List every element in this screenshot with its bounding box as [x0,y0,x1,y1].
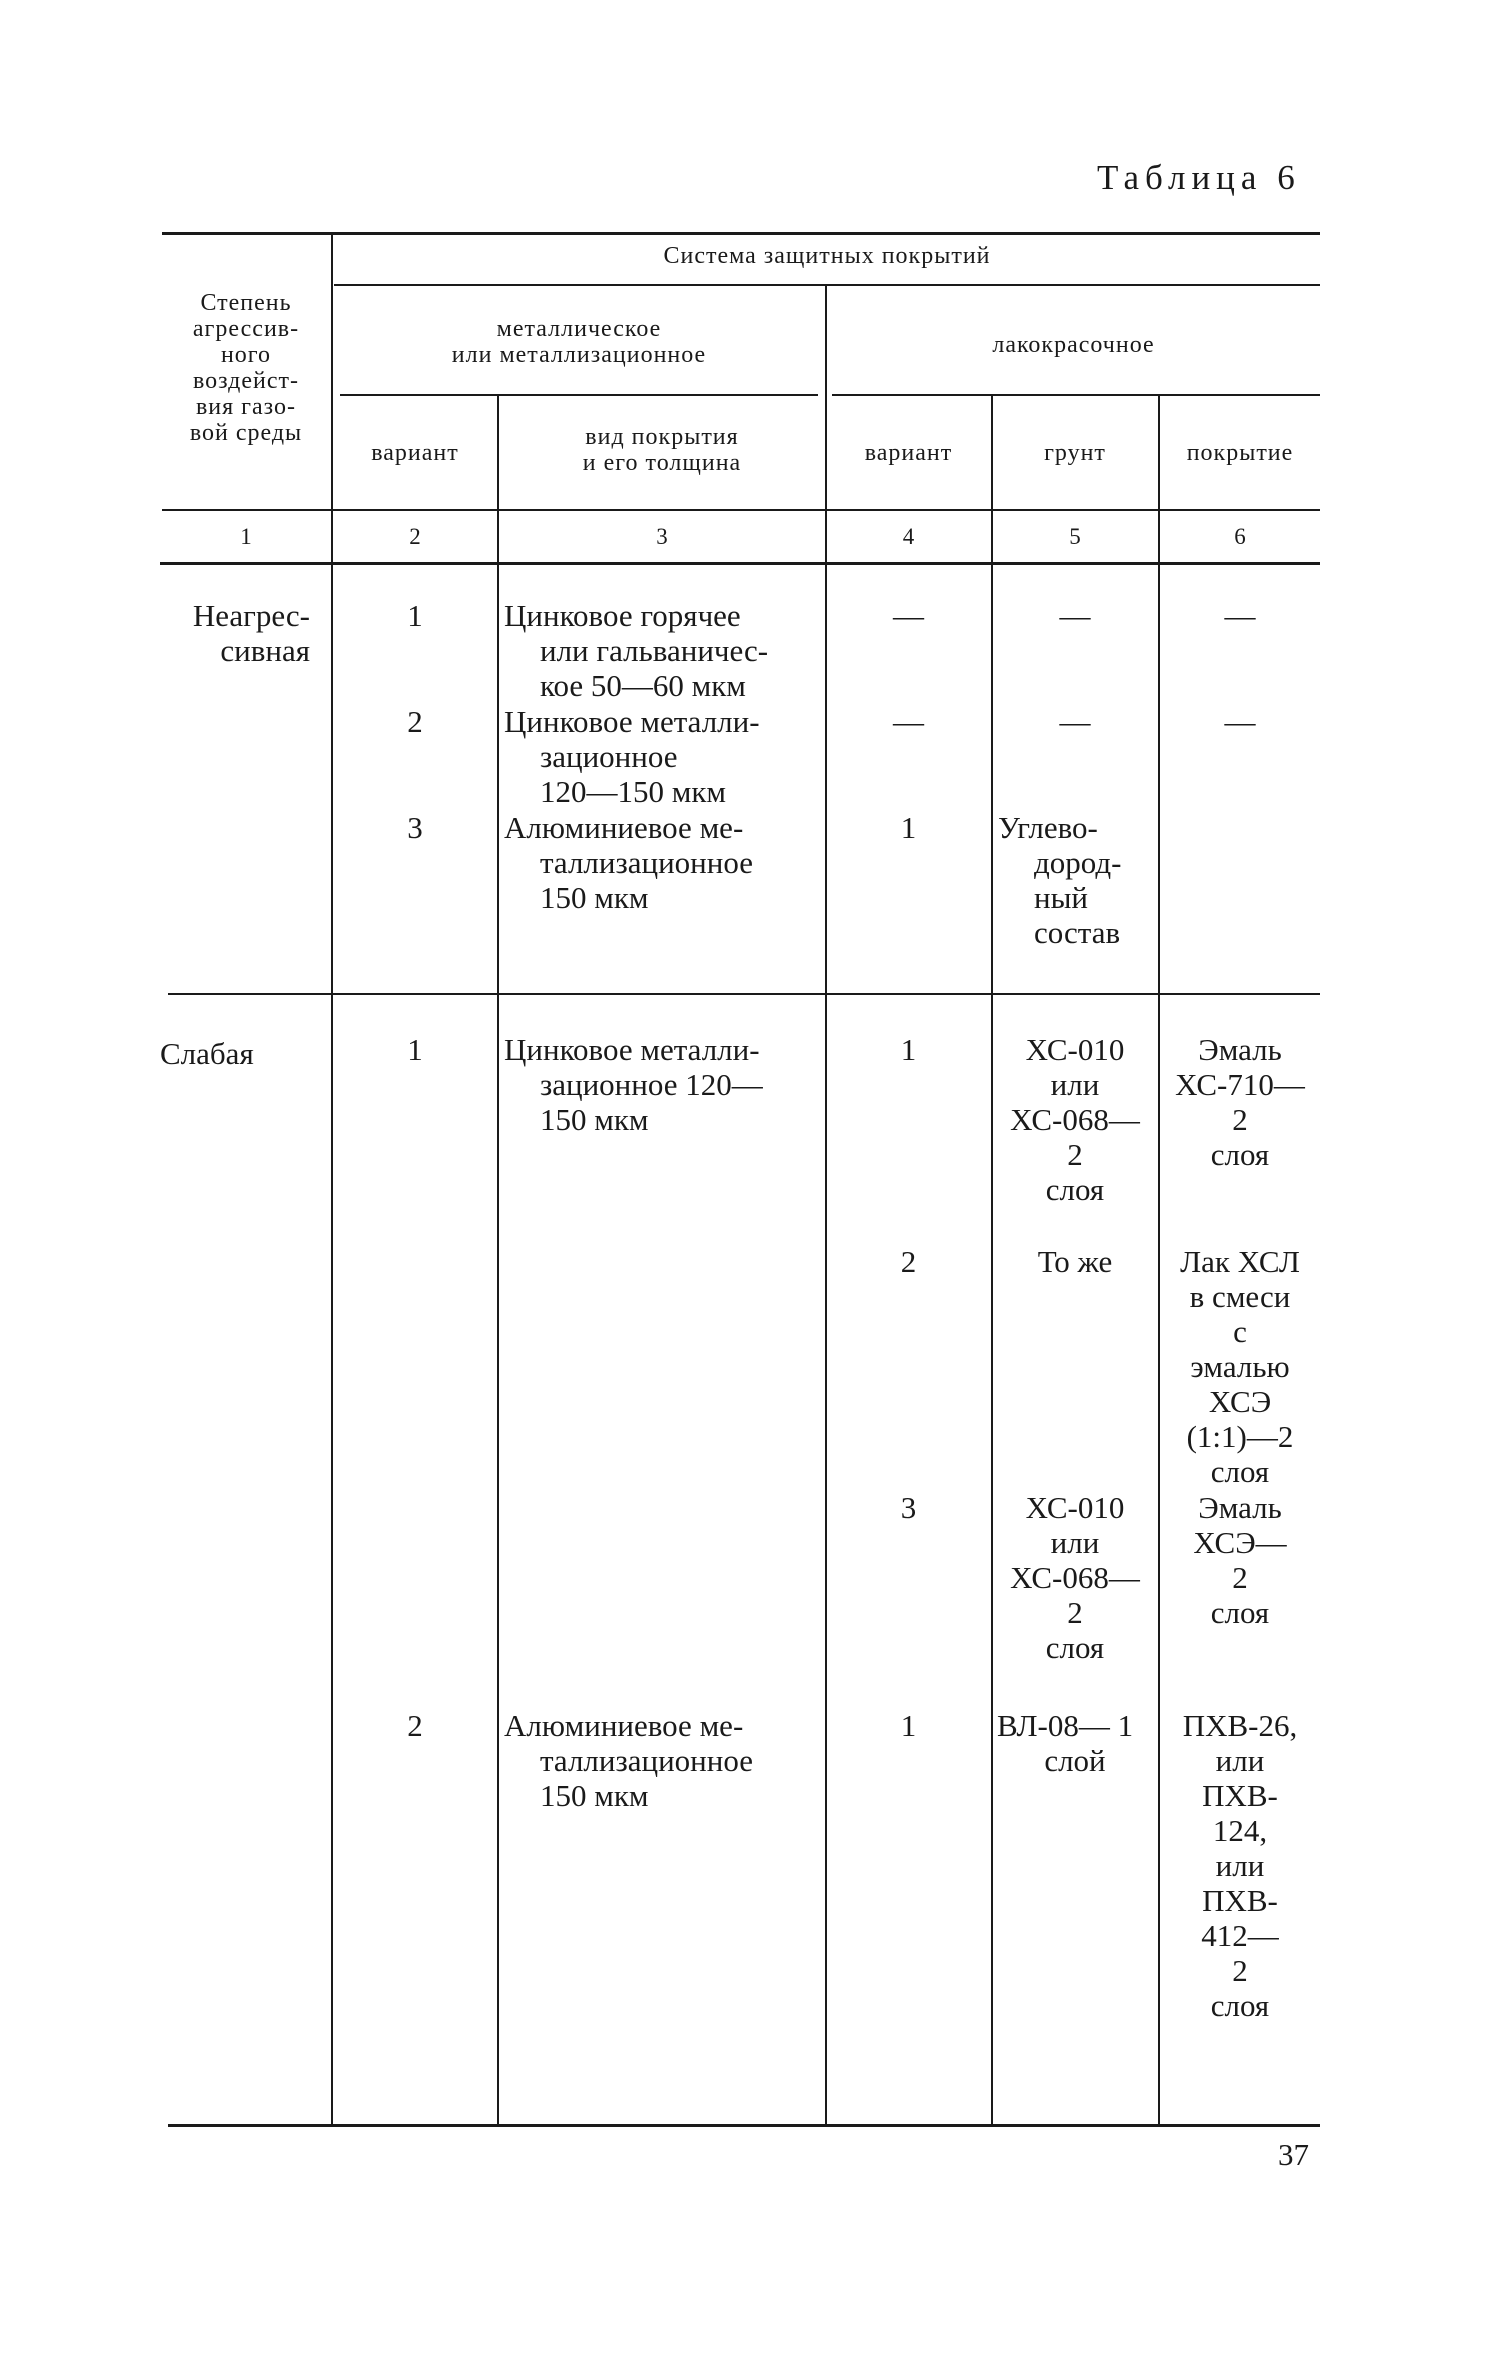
header-coating: покрытие [1186,440,1294,466]
rule-numbers-bottom [160,562,1320,565]
rule-bottom [168,2124,1320,2127]
rule-metal-group [340,394,818,396]
col-divider-3 [825,286,827,2124]
variant-paint: 1 [900,810,917,845]
variant-paint: 3 [900,1490,917,1525]
header-variant-paint: вариант [864,440,953,466]
variant-metal: 1 [407,1032,423,1067]
coating: Лак ХСЛ в смеси с эмалью ХСЭ (1:1)—2 слоя [1180,1244,1300,1489]
col-number-2: 2 [409,524,421,549]
primer: ХС-010 или ХС-068— 2 слоя [1010,1490,1140,1665]
degree-weak: Слабая [160,1036,254,1071]
coating-type: Алюминиевое ме- таллизационное 150 мкм [504,810,753,915]
rule-system [334,284,1320,286]
header-degree: Степень агрессив- ного воздейст- вия газо- вой среды [189,290,303,446]
col-divider-1 [331,235,333,2124]
primer: Углево- дород- ный состав [998,810,1122,950]
coating: — [1224,598,1256,633]
variant-paint: — [893,598,924,633]
coating-type: Цинковое горячее или гальваничес- кое 50—60 мкм [504,598,769,703]
primer: — [1059,704,1091,739]
variant-metal: 1 [407,598,423,633]
rule-header-bottom [162,509,1320,511]
col-number-1: 1 [240,524,252,549]
coating: — [1224,704,1256,739]
col-number-3: 3 [656,524,668,549]
header-variant-metal: вариант [371,440,459,466]
primer: — [1059,598,1091,633]
variant-metal: 3 [407,810,423,845]
rule-section [168,993,1320,995]
coating-type: Цинковое металли- зационное 120—150 мкм [504,704,760,809]
variant-metal: 2 [407,704,423,739]
variant-paint: — [893,704,924,739]
col-divider-2 [497,396,499,2124]
variant-metal: 2 [407,1708,423,1743]
primer: То же [1037,1244,1113,1279]
coating: ПХВ-26, или ПХВ- 124, или ПХВ- 412— 2 слоя [1182,1708,1298,2023]
col-number-6: 6 [1234,524,1246,549]
primer: ВЛ-08— 1 слой [997,1708,1134,1778]
header-metal-group: металлическое или металлизационное [451,316,707,368]
variant-paint: 2 [900,1244,917,1279]
variant-paint: 1 [900,1708,917,1743]
col-number-4: 4 [902,524,915,549]
coating: Эмаль ХСЭ— 2 слоя [1193,1490,1287,1630]
coating-type: Алюминиевое ме- таллизационное 150 мкм [504,1708,753,1813]
coating: Эмаль ХС-710— 2 слоя [1175,1032,1305,1172]
primer: ХС-010 или ХС-068— 2 слоя [1010,1032,1140,1207]
page-number: 37 [1278,2137,1309,2172]
degree-nonaggressive: Неагрес- сивная [192,598,310,668]
variant-paint: 1 [900,1032,917,1067]
header-paint-group: лакокрасочное [992,332,1155,358]
coating-type: Цинковое металли- зационное 120— 150 мкм [504,1032,763,1137]
rule-top [162,232,1320,235]
col-number-5: 5 [1069,524,1081,549]
rule-paint-group [832,394,1320,396]
table-title: Таблица 6 [1097,158,1301,197]
header-coating-type: вид покрытия и его толщина [582,424,742,476]
header-primer: грунт [1044,440,1106,466]
header-system: Система защитных покрытий [663,243,991,269]
